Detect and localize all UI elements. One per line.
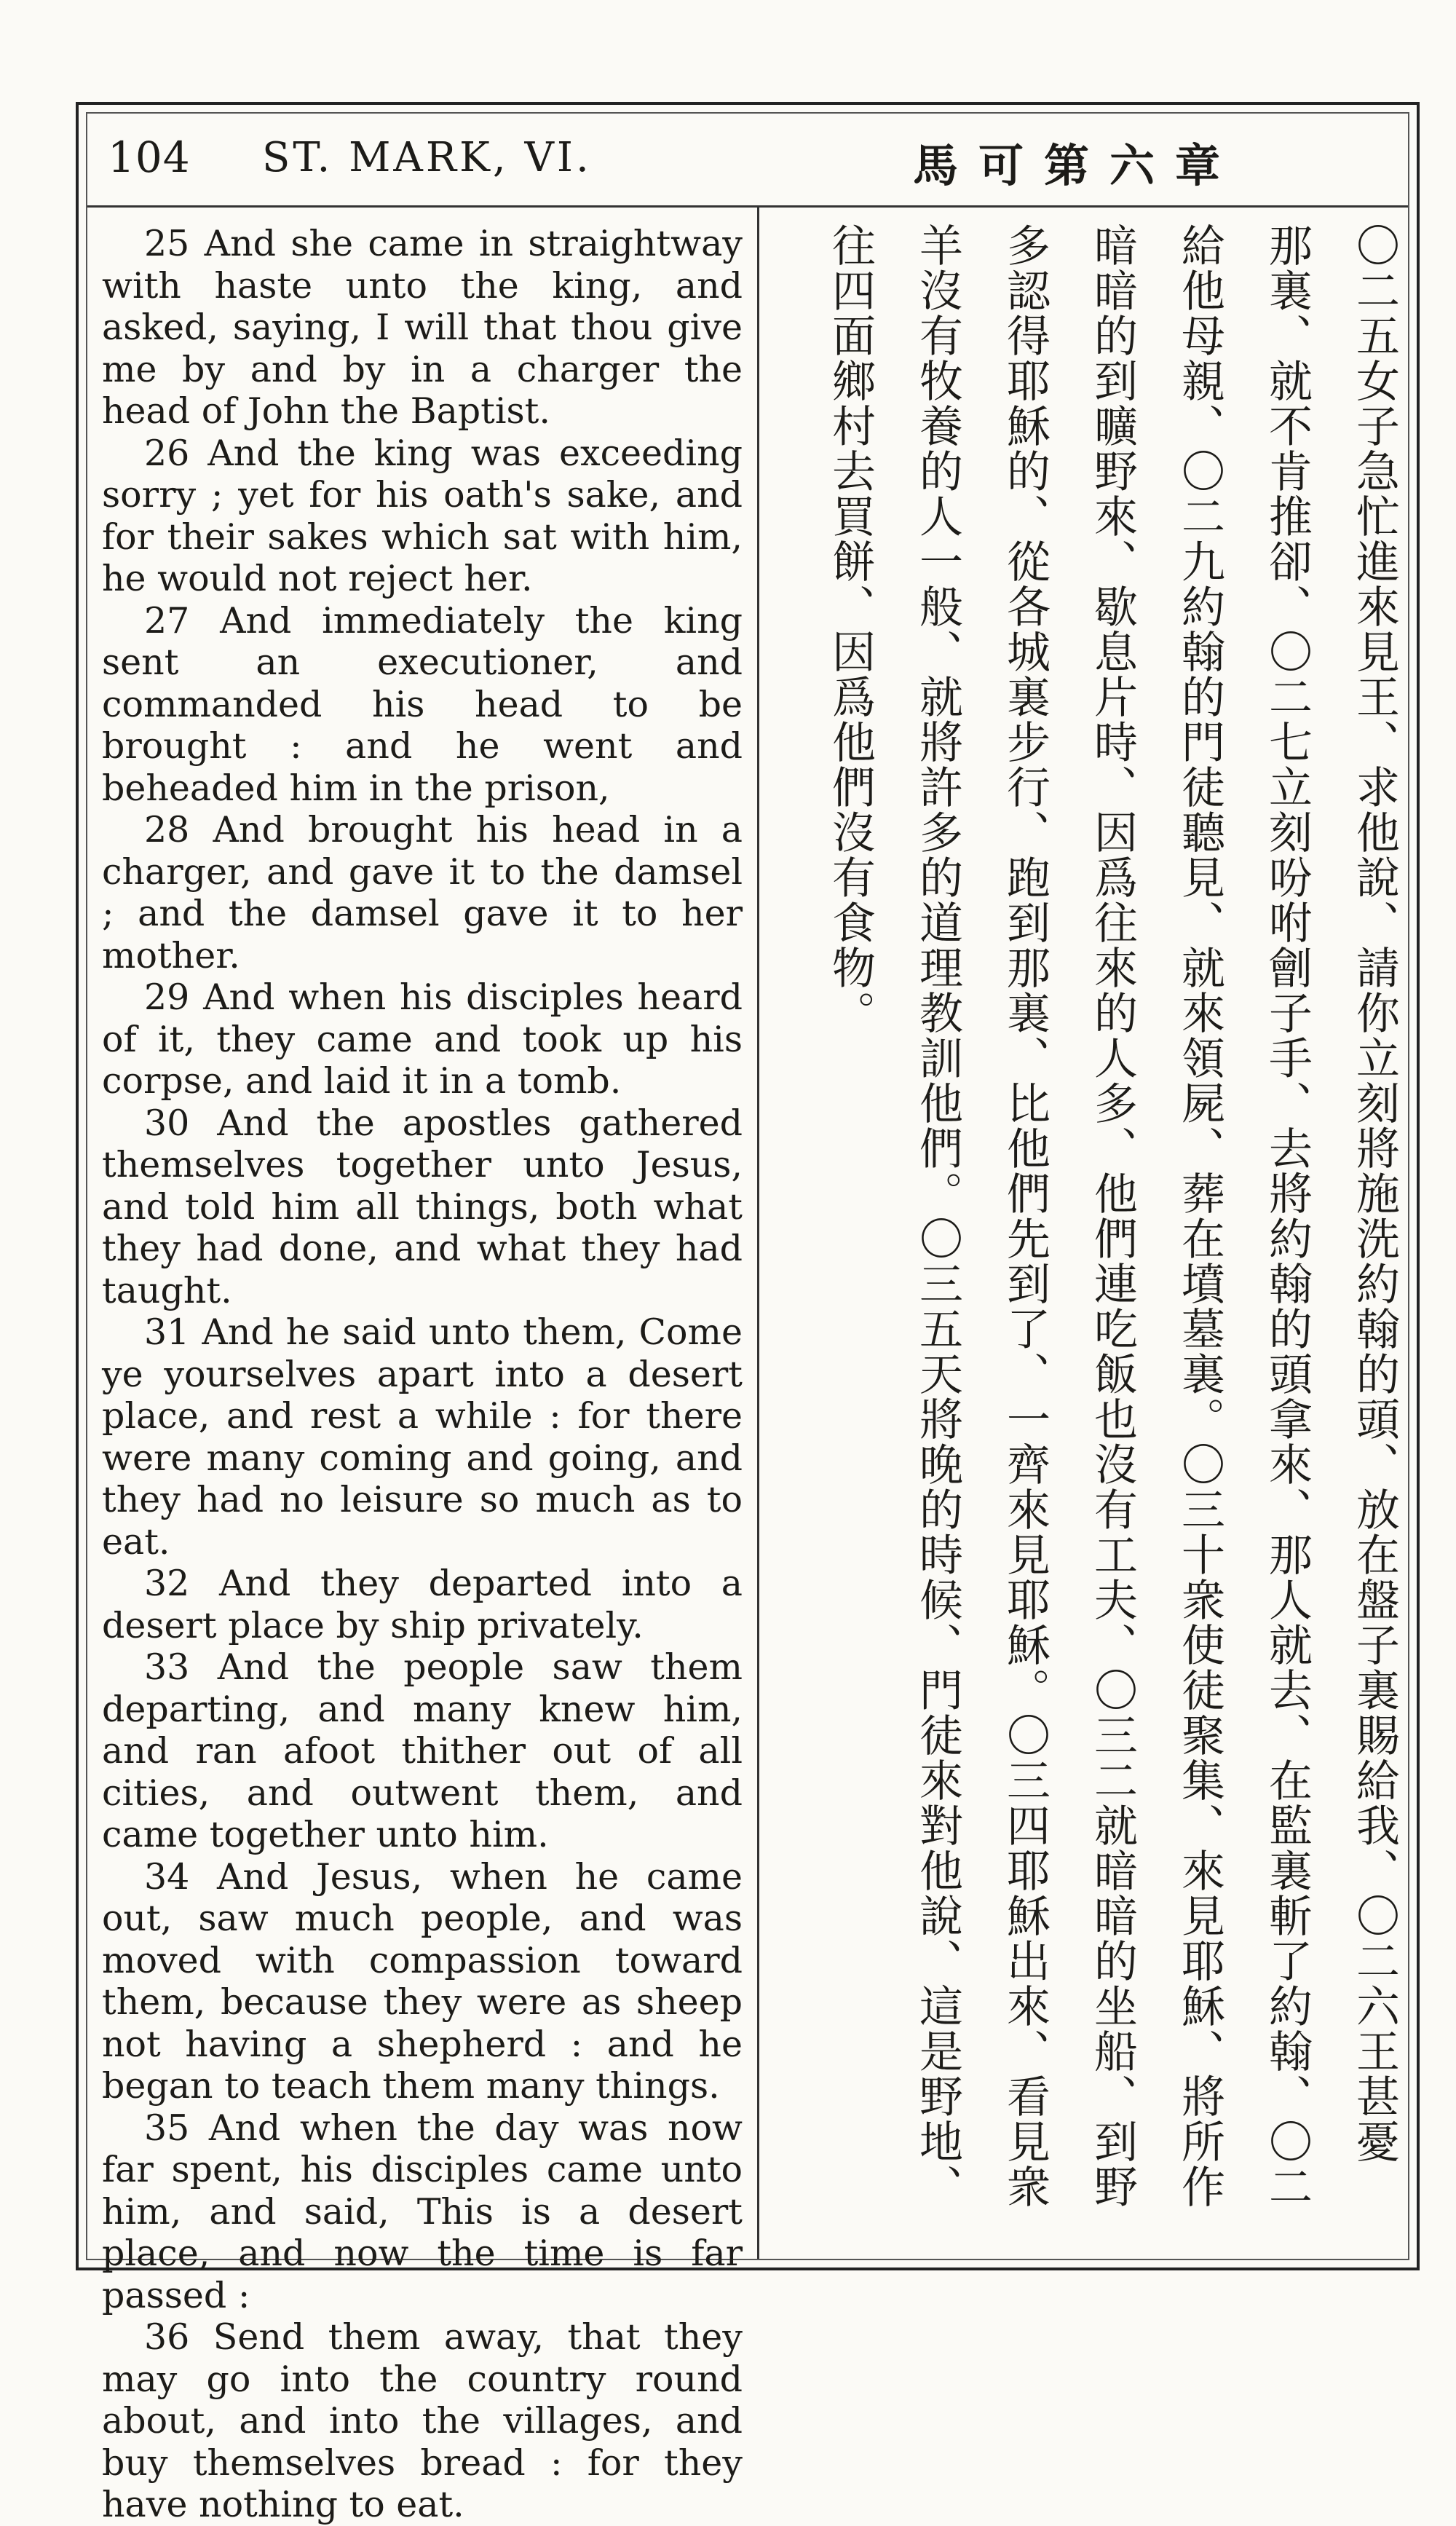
page-header bbox=[87, 114, 1408, 208]
chinese-text-column: 給他母親、〇二九約翰的門徒聽見、就來領屍、葬在墳墓裏。〇三十衆使徒聚集、來見耶穌、將所作 bbox=[1174, 223, 1225, 2209]
verse-29: 29 And when his disciples heard of it, they came and took up his corpse, and laid it in a tomb. bbox=[102, 976, 743, 1102]
verse-25: 25 And she came in straightway with haste unto the king, and asked, saying, I will that thou give me by and by in a charger the head of John the Baptist. bbox=[102, 223, 743, 432]
english-column bbox=[102, 223, 743, 2526]
verse-30: 30 And the apostles gathered themselves together unto Jesus, and told him all things, both what they had done, and what they had taught. bbox=[102, 1102, 743, 1311]
verse-31: 31 And he said unto them, Come ye yourselves apart into a desert place, and rest a while : for there were many coming and going, and they had no leisure so much as to eat. bbox=[102, 1311, 743, 1563]
verse-26: 26 And the king was exceeding sorry ; yet for his oath's sake, and for their sakes which sat with him, he would not reject her. bbox=[102, 432, 743, 599]
column-divider bbox=[757, 205, 759, 2259]
page-inner-border bbox=[86, 112, 1409, 2525]
chinese-text-column: 〇二五女子急忙進來見王、求他說、請你立刻將施洗約翰的頭、放在盤子裏賜給我、〇二六王甚憂 bbox=[1349, 223, 1400, 2164]
page-frame bbox=[76, 102, 1420, 2525]
chinese-text-column: 多認得耶穌的、從各城裏步行、跑到那裏、比他們先到了、一齊來見耶穌。〇三四耶穌出來、看見衆 bbox=[1000, 223, 1051, 2209]
chinese-text-column: 羊沒有牧養的人一般、就將許多的道理教訓他們。〇三五天將晚的時候、門徒來對他說、這是野地、 bbox=[912, 223, 963, 2209]
verse-28: 28 And brought his head in a charger, and gave it to the damsel ; and the damsel gave it to her mother. bbox=[102, 809, 743, 976]
chinese-running-head: 馬可第六章 bbox=[912, 139, 1241, 192]
page-number: 104 bbox=[108, 133, 191, 182]
verse-33: 33 And the people saw them departing, and many knew him, and ran afoot thither out of all cities, and outwent them, and came together unto him. bbox=[102, 1646, 743, 1855]
verse-27: 27 And immediately the king sent an executioner, and commanded his head to be brought : and he went and beheaded him in the prison, bbox=[102, 599, 743, 809]
verse-32: 32 And they departed into a desert place by ship privately. bbox=[102, 1563, 743, 1646]
chinese-column bbox=[775, 223, 1415, 2262]
verse-34: 34 And Jesus, when he came out, saw much people, and was moved with compassion toward them, because they were as sheep not having a shepherd : and he began to teach them many things. bbox=[102, 1855, 743, 2107]
verse-35: 35 And when the day was now far spent, his disciples came unto him, and said, This is a desert place, and now the time is far passed : bbox=[102, 2107, 743, 2316]
chinese-text-column: 暗暗的到曠野來、歇息片時、因爲往來的人多、他們連吃飯也沒有工夫、〇三二就暗暗的坐船、到野 bbox=[1087, 223, 1138, 2209]
chinese-text-column: 往四面鄉村去買餅、因爲他們沒有食物。 bbox=[825, 223, 876, 1035]
verse-36: 36 Send them away, that they may go into the country round about, and into the villages, and buy themselves bread : for they have nothing to eat. bbox=[102, 2316, 743, 2525]
running-head: ST. MARK, VI. bbox=[262, 134, 592, 181]
chinese-text-column: 那裏、就不肯推卻、〇二七立刻吩咐劊子手、去將約翰的頭拿來、那人就去、在監裏斬了約翰、〇二 bbox=[1262, 223, 1313, 2209]
